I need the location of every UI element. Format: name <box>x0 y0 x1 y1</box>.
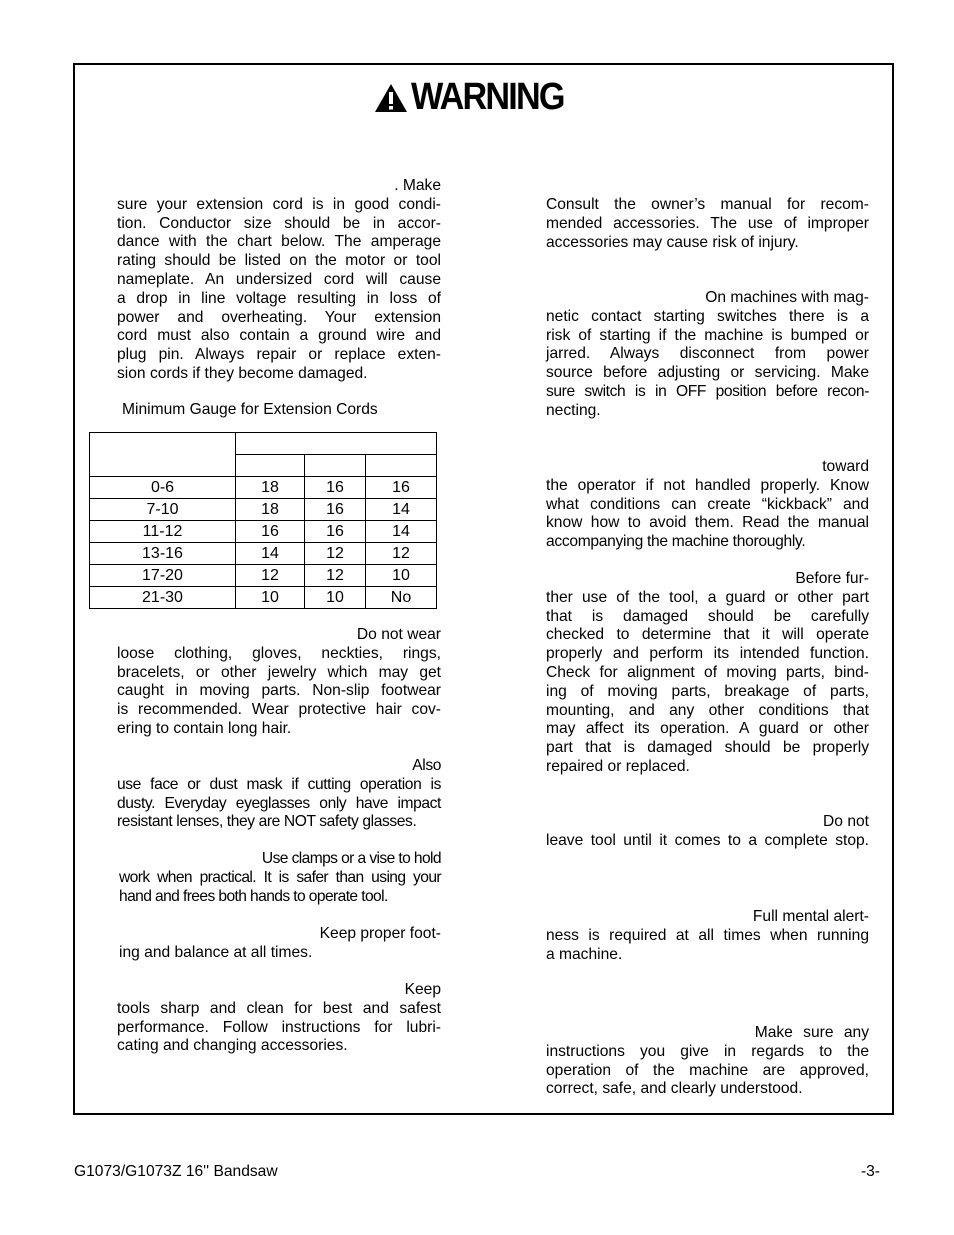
tools-paragraph <box>117 981 441 1056</box>
table-header-cell <box>305 455 366 477</box>
instructions-paragraph <box>546 1024 869 1099</box>
text-line: Keep proper foot- <box>319 925 441 942</box>
text-line: dance with the chart below. The amperage <box>117 233 441 251</box>
text-line: caught in moving parts. Non-slip footwear <box>117 682 441 700</box>
text-line: tion. Conductor size should be in accor- <box>117 214 441 232</box>
magnetic-switch-paragraph <box>546 289 869 421</box>
text-line: accessories may cause risk of injury. <box>546 233 799 251</box>
table-cell: 14 <box>236 543 305 565</box>
table-header-cell <box>366 455 437 477</box>
text-line: Consult the owner’s manual for recom- <box>546 196 869 213</box>
text-line: checked to determine that it will operate <box>546 626 869 644</box>
warning-triangle-icon <box>374 83 408 113</box>
table-cell: 16 <box>305 521 366 543</box>
table-cell: 0-6 <box>90 477 236 499</box>
table-cell: 16 <box>236 521 305 543</box>
text-line: accompanying the machine thoroughly. <box>546 533 806 551</box>
text-line: part that is damaged should be properly <box>546 739 869 757</box>
gauge-table <box>89 432 437 609</box>
text-line: rating should be listed on the motor or tool <box>117 252 441 270</box>
table-cell: 11-12 <box>90 521 236 543</box>
text-line: bracelets, or other jewelry which may get <box>117 663 441 681</box>
table-row <box>90 521 437 543</box>
text-line: a drop in line voltage resulting in loss of <box>117 289 441 307</box>
text-line: Before fur- <box>795 570 869 587</box>
text-line: tools sharp and clean for best and safest <box>117 999 441 1017</box>
kickback-paragraph <box>546 458 869 552</box>
text-line: repaired or replaced. <box>546 757 690 775</box>
text-line: sure switch is in OFF position before recon- <box>546 382 869 400</box>
table-cell: 18 <box>236 477 305 499</box>
table-row <box>90 587 437 609</box>
table-cell: 12 <box>305 543 366 565</box>
table-cell: 17-20 <box>90 565 236 587</box>
table-cell: 16 <box>305 499 366 521</box>
text-line: the operator if not handled properly. Know <box>546 476 869 494</box>
text-line: Do not wear <box>356 626 441 643</box>
accessories-paragraph <box>546 196 869 252</box>
text-line: risk of starting if the machine is bumped or <box>546 326 869 344</box>
table-header-row <box>90 433 437 455</box>
table-cell: 16 <box>366 477 437 499</box>
table-cell: 10 <box>305 587 366 609</box>
text-line: correct, safe, and clearly understood. <box>546 1080 803 1098</box>
table-caption: Minimum Gauge for Extension Cords <box>122 401 378 418</box>
warning-header <box>0 76 954 119</box>
text-line: cating and changing accessories. <box>117 1037 348 1055</box>
clothing-paragraph <box>117 626 441 739</box>
text-line: ness is required at all times when running <box>546 926 869 944</box>
table-header-cell <box>236 455 305 477</box>
text-line: Use clamps or a vise to hold <box>261 850 441 867</box>
text-line: ering to contain long hair. <box>117 719 292 737</box>
damaged-guard-paragraph <box>546 570 869 777</box>
text-line: leave tool until it comes to a complete stop. <box>546 831 869 849</box>
clamps-paragraph <box>119 850 441 906</box>
text-line: toward <box>822 458 869 475</box>
text-line: Check for alignment of moving parts, bind- <box>546 663 869 681</box>
text-line: sion cords if they become damaged. <box>117 364 368 382</box>
table-row <box>90 499 437 521</box>
text-line: may affect its operation. A guard or other <box>546 720 869 738</box>
table-row <box>90 543 437 565</box>
text-line: work when practical. It is safer than using your <box>119 868 441 886</box>
table-cell: 13-16 <box>90 543 236 565</box>
complete-stop-paragraph <box>546 813 869 851</box>
table-cell: 12 <box>236 565 305 587</box>
text-line: use face or dust mask if cutting operation is <box>117 775 441 793</box>
footer-model: G1073/G1073Z 16'' Bandsaw <box>74 1163 278 1180</box>
text-line: loose clothing, gloves, neckties, rings, <box>117 644 441 662</box>
table-cell: 18 <box>236 499 305 521</box>
table-cell: 10 <box>366 565 437 587</box>
table-cell: No <box>366 587 437 609</box>
text-line: is recommended. Wear protective hair cov- <box>117 701 441 719</box>
text-line: plug pin. Always repair or replace exten- <box>117 346 441 364</box>
text-line: hand and frees both hands to operate tool. <box>119 887 388 905</box>
text-line: source before adjusting or servicing. Make <box>546 364 869 382</box>
text-line: dusty. Everyday eyeglasses only have impact <box>117 794 441 812</box>
table-header-cell <box>90 433 236 477</box>
text-line: cord must also contain a ground wire and <box>117 327 441 345</box>
page-number: -3- <box>860 1163 880 1180</box>
table-cell: 12 <box>305 565 366 587</box>
warning-title: WARNING <box>410 76 564 118</box>
text-line: netic contact starting switches there is a <box>546 307 869 325</box>
text-line: instructions you give in regards to the <box>546 1042 869 1060</box>
text-line: Also <box>412 757 441 774</box>
text-line: a machine. <box>546 945 623 963</box>
text-line: properly and perform its intended function. <box>546 645 869 663</box>
table-cell: 21-30 <box>90 587 236 609</box>
text-line: Make sure any <box>754 1024 869 1041</box>
table-cell: 7-10 <box>90 499 236 521</box>
text-line: On machines with mag- <box>705 289 869 306</box>
text-line: . Make <box>394 177 441 194</box>
text-line: resistant lenses, they are NOT safety glasses. <box>117 813 417 831</box>
mental-alertness-paragraph <box>546 908 869 964</box>
text-line: power and overheating. Your extension <box>117 308 441 326</box>
text-line: sure your extension cord is in good condi- <box>117 195 441 213</box>
text-line: Keep <box>404 981 441 998</box>
text-line: mounting, and any other conditions that <box>546 701 869 719</box>
text-line: operation of the machine are approved, <box>546 1061 869 1079</box>
text-line: know how to avoid them. Read the manual <box>546 514 869 532</box>
text-line: nameplate. An undersized cord will cause <box>117 270 441 288</box>
text-line: performance. Follow instructions for lubri- <box>117 1018 441 1036</box>
table-cell: 16 <box>305 477 366 499</box>
text-line: Full mental alert- <box>752 908 869 925</box>
safety-glasses-paragraph <box>117 757 441 832</box>
table-row <box>90 477 437 499</box>
text-line: ing of moving parts, breakage of parts, <box>546 682 869 700</box>
footing-paragraph <box>119 925 441 963</box>
extension-cord-paragraph <box>117 177 441 384</box>
text-line: ther use of the tool, a guard or other part <box>546 588 869 606</box>
table-header-cell <box>236 433 437 455</box>
table-row <box>90 565 437 587</box>
table-cell: 10 <box>236 587 305 609</box>
table-cell: 14 <box>366 521 437 543</box>
table-cell: 12 <box>366 543 437 565</box>
text-line: that is damaged should be carefully <box>546 607 869 625</box>
text-line: what conditions can create “kickback” and <box>546 495 869 513</box>
text-line: jarred. Always disconnect from power <box>546 345 869 363</box>
text-line: mended accessories. The use of improper <box>546 214 869 232</box>
text-line: necting. <box>546 401 601 419</box>
text-line: ing and balance at all times. <box>119 943 313 961</box>
table-cell: 14 <box>366 499 437 521</box>
text-line: Do not <box>823 813 869 830</box>
